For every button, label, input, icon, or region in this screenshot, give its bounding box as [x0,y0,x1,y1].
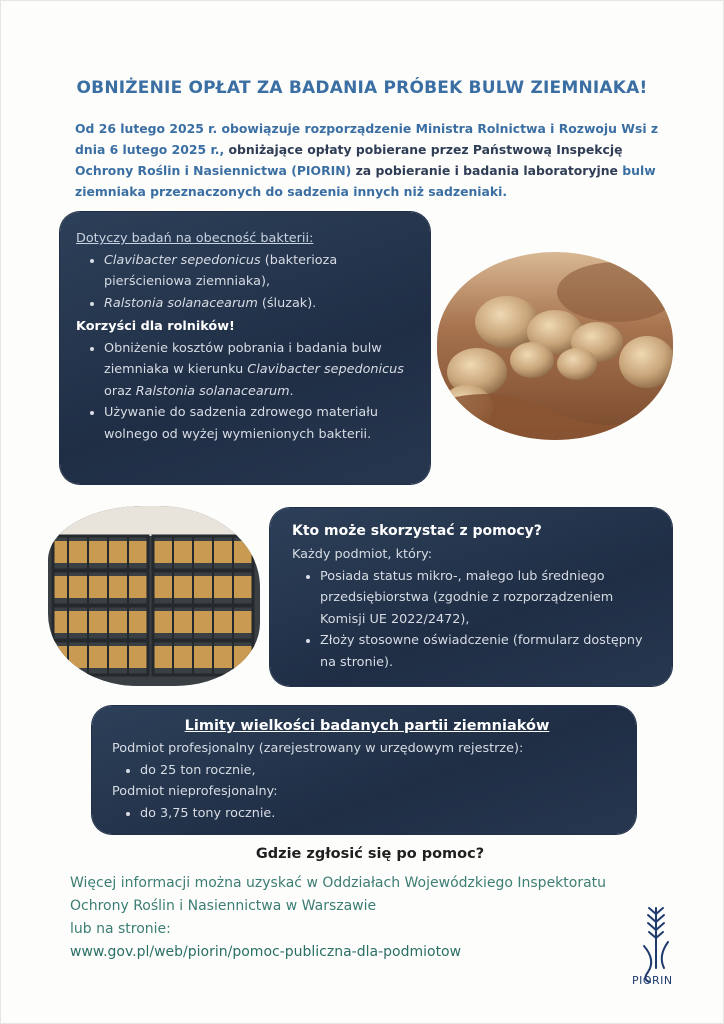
who-list [292,566,658,674]
nonprofessional-limit: • do 3,75 tony rocznie. [140,803,622,825]
potato-crates-image [48,506,260,686]
professional-limit: • do 25 ton rocznie, [140,760,622,782]
bacteria-item [104,250,416,293]
nonprofessional-label: Podmiot nieprofesjonalny: [112,784,278,799]
limits-heading: Limity wielkości badanych partii ziemniaków [184,718,550,734]
info-block [70,872,670,964]
bacteria-latin-name: Clavibacter sepedonicus [104,252,261,268]
who-item: • Posiada status mikro-, małego lub średniego przedsiębiorstwa (zgodnie z rozporządzeniem Komisji UE 2022/2472), [320,566,658,631]
bacteria-list [76,250,416,315]
bacteria-latin-name: Ralstonia solanacearum [104,295,258,311]
who-card [270,508,672,686]
benefit-item [104,338,416,403]
benefit-text: . [289,383,294,399]
intro-part5: bulw ziemniaka przeznaczonych do sadzenia innych niż sadzeniaki. [75,163,656,199]
crates-photo [48,506,260,686]
bacteria-heading: Dotyczy badań na obecność bakterii: [76,231,314,246]
who-heading: Kto może skorzystać z pomocy? [292,523,542,539]
potatoes-photo [437,252,673,440]
benefit-text: oraz [104,383,136,399]
intro-part1: Od 26 lutego 2025 r. obowiązuje rozporządzenie Ministra Rolnictwa i Rozwoju Wsi z dnia 6 lutego 2025 r., [75,121,659,157]
who-item: • Złoży stosowne oświadczenie (formularz dostępny na stronie). [320,630,658,673]
bacteria-description: (bakterioza pierścieniowa ziemniaka), [104,252,338,289]
benefits-heading: Korzyści dla rolników! [76,319,235,334]
benefit-text: Obniżenie kosztów pobrania i badania bulw ziemniaka w kierunku [104,340,382,377]
website-link[interactable]: www.gov.pl/web/piorin/pomoc-publiczna-dla-podmiotow [70,944,462,960]
potatoes-soil-image [437,252,673,440]
benefit-latin: Clavibacter sepedonicus [247,362,404,377]
nonprofessional-list [112,803,622,825]
benefits-list [76,338,416,446]
bacteria-card [60,212,430,484]
bacteria-description: (śluzak). [257,295,317,311]
info-line: Więcej informacji można uzyskać w Oddziałach Wojewódzkiego Inspektoratu [70,875,607,891]
intro-part4: za pobieranie i badania laboratoryjne [351,163,618,178]
intro-part3: Ochrony Roślin i Nasiennictwa (PIORIN) [75,163,352,178]
limits-card [92,706,636,834]
bacteria-item [104,293,416,315]
where-heading: Gdzie zgłosić się po pomoc? [255,846,485,862]
info-line: lub na stronie: [70,921,171,937]
intro-paragraph [75,118,665,202]
piorin-logo-label: PIORIN [632,974,673,987]
professional-list [112,760,622,782]
who-subheading: Każdy podmiot, który: [292,547,433,562]
page-title: OBNIŻENIE OPŁAT ZA BADANIA PRÓBEK BULW ZIEMNIAKA! [76,78,648,98]
benefit-latin: Ralstonia solanacearum [135,383,290,399]
benefit-item: • Używanie do sadzenia zdrowego materiału wolnego od wyżej wymienionych bakterii. [104,402,416,445]
intro-part2: obniżające opłaty pobierane przez Państwową Inspekcję [224,142,623,157]
professional-label: Podmiot profesjonalny (zarejestrowany w urzędowym rejestrze): [112,741,524,756]
info-line: Ochrony Roślin i Nasiennictwa w Warszawie [70,898,377,914]
